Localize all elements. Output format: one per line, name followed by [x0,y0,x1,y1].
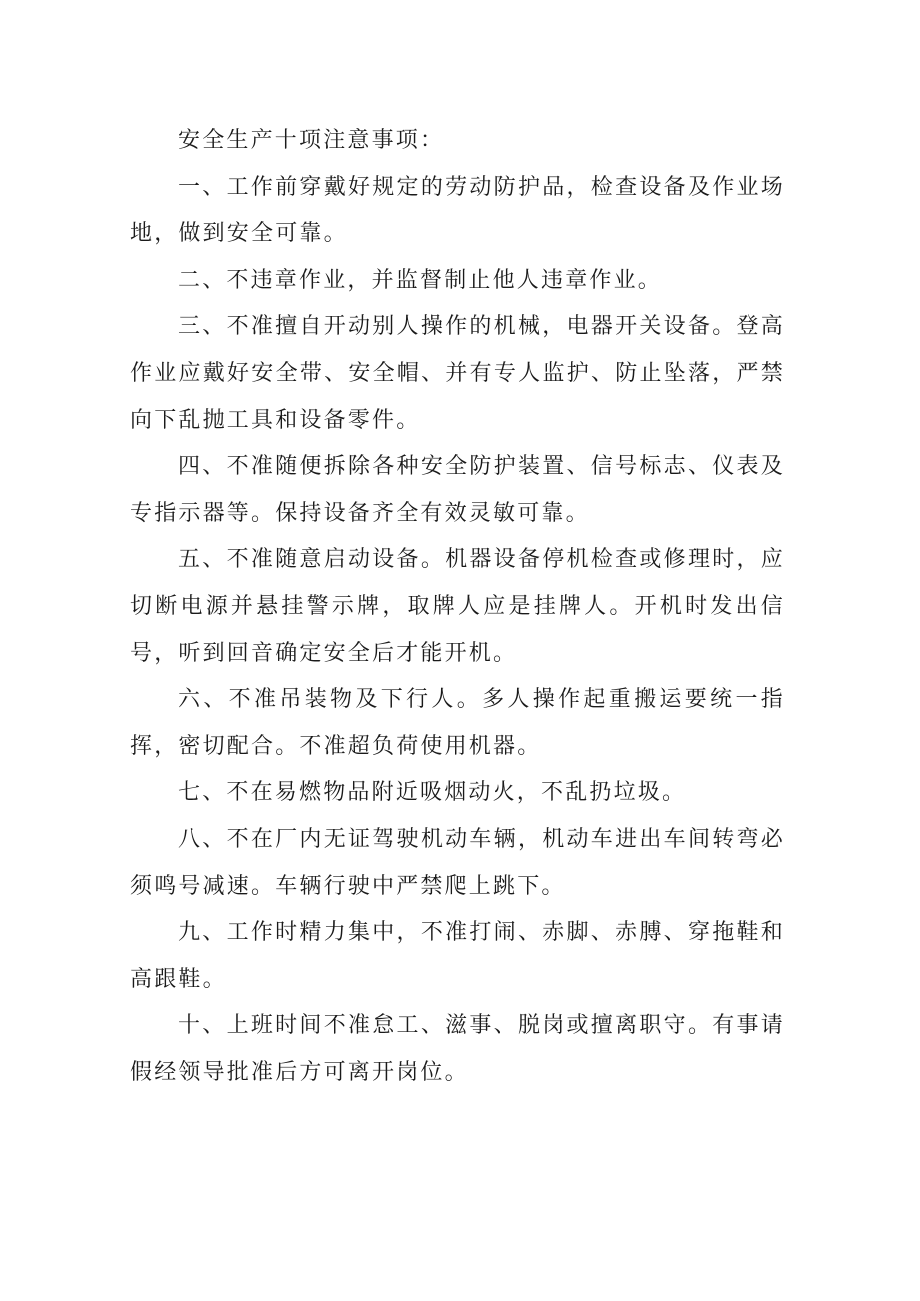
rule-item-4: 四、不准随便拆除各种安全防护装置、信号标志、仪表及专指示器等。保持设备齐全有效灵敏可靠。 [130,454,785,526]
rule-item-5: 五、不准随意启动设备。机器设备停机检查或修理时，应切断电源并悬挂警示牌，取牌人应是挂牌人。开机时发出信号，听到回音确定安全后才能开机。 [130,547,785,666]
document-body [130,118,785,1096]
rule-item-2: 二、不违章作业，并监督制止他人违章作业。 [178,267,663,293]
rule-item-9: 九、工作时精力集中，不准打闹、赤脚、赤膊、穿拖鞋和高跟鞋。 [130,920,785,992]
rule-item-3: 三、不准擅自开动别人操作的机械，电器开关设备。登高作业应戴好安全带、安全帽、并有专人监护、防止坠落，严禁向下乱抛工具和设备零件。 [130,314,785,433]
rule-item-1: 一、工作前穿戴好规定的劳动防护品，检查设备及作业场地，做到安全可靠。 [130,174,785,247]
rule-item-7: 七、不在易燃物品附近吸烟动火，不乱扔垃圾。 [178,780,687,806]
rule-item-6: 六、不准吊装物及下行人。多人操作起重搬运要统一指挥，密切配合。不准超负荷使用机器。 [130,687,785,759]
document-heading: 安全生产十项注意事项： [178,128,445,153]
rule-item-8: 八、不在厂内无证驾驶机动车辆，机动车进出车间转弯必须鸣号减速。车辆行驶中严禁爬上跳下。 [130,826,785,899]
rule-item-10: 十、上班时间不准怠工、滋事、脱岗或擅离职守。有事请假经领导批准后方可离开岗位。 [130,1013,785,1085]
